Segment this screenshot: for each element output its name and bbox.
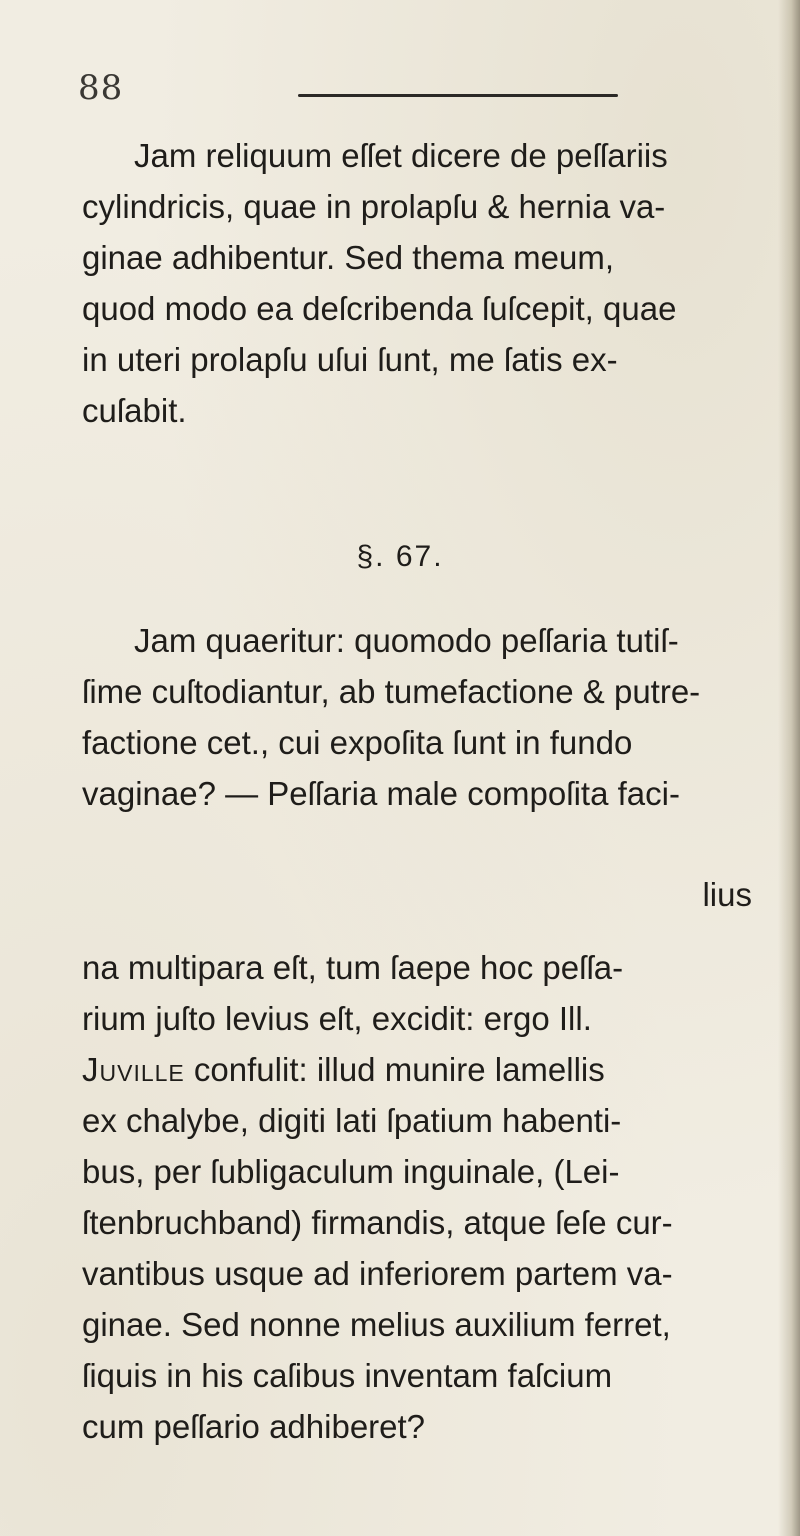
text-line: ſtenbruchband) firmandis, atque ſeſe cur- bbox=[82, 1204, 673, 1241]
text-line: Jam quaeritur: quomodo peſſaria tutiſ- bbox=[134, 622, 679, 659]
section-heading: §. 67. bbox=[356, 540, 444, 573]
text-line: ex chalybe, digiti lati ſpatium habenti- bbox=[82, 1102, 622, 1139]
author-name: Juville bbox=[82, 1051, 185, 1088]
text-line bbox=[82, 1044, 772, 1095]
paragraph-1 bbox=[82, 130, 772, 436]
text-line: cylindricis, quae in prolapſu & hernia va- bbox=[82, 188, 666, 225]
text-line: vaginae? — Peſſaria male compoſita faci- bbox=[82, 775, 680, 812]
text-line: vantibus usque ad inferiorem partem va- bbox=[82, 1255, 673, 1292]
text-line: ginae. Sed nonne melius auxilium ferret, bbox=[82, 1306, 671, 1343]
text-line: bus, per ſubligaculum inguinale, (Lei- bbox=[82, 1153, 620, 1190]
header-rule bbox=[298, 94, 618, 97]
text-line: na multipara eſt, tum ſaepe hoc peſſa- bbox=[82, 949, 624, 986]
text-fragment: confulit: illud munire lamellis bbox=[184, 1051, 605, 1088]
page-number: 88 bbox=[78, 68, 124, 108]
paragraph-2 bbox=[82, 615, 772, 819]
text-line: cum peſſario adhiberet? bbox=[82, 1408, 426, 1445]
text-line: ginae adhibentur. Sed thema meum, bbox=[82, 239, 615, 276]
page-edge-shadow bbox=[778, 0, 800, 1536]
text-line: Jam reliquum eſſet dicere de peſſariis bbox=[134, 137, 668, 174]
page-header bbox=[78, 60, 578, 120]
text-line: quod modo ea deſcribenda ſuſcepit, quae bbox=[82, 290, 677, 327]
text-line: ſiquis in his caſibus inventam faſcium bbox=[82, 1357, 613, 1394]
text-line: ſime cuſtodiantur, ab tumefactione & putre- bbox=[82, 673, 701, 710]
text-line: factione cet., cui expoſita ſunt in fundo bbox=[82, 724, 633, 761]
paragraph-3 bbox=[82, 942, 772, 1452]
text-line: rium juſto levius eſt, excidit: ergo Ill. bbox=[82, 1000, 592, 1037]
catchword: lius bbox=[702, 876, 752, 913]
text-line: cuſabit. bbox=[82, 392, 187, 429]
text-line: in uteri prolapſu uſui ſunt, me ſatis ex- bbox=[82, 341, 618, 378]
